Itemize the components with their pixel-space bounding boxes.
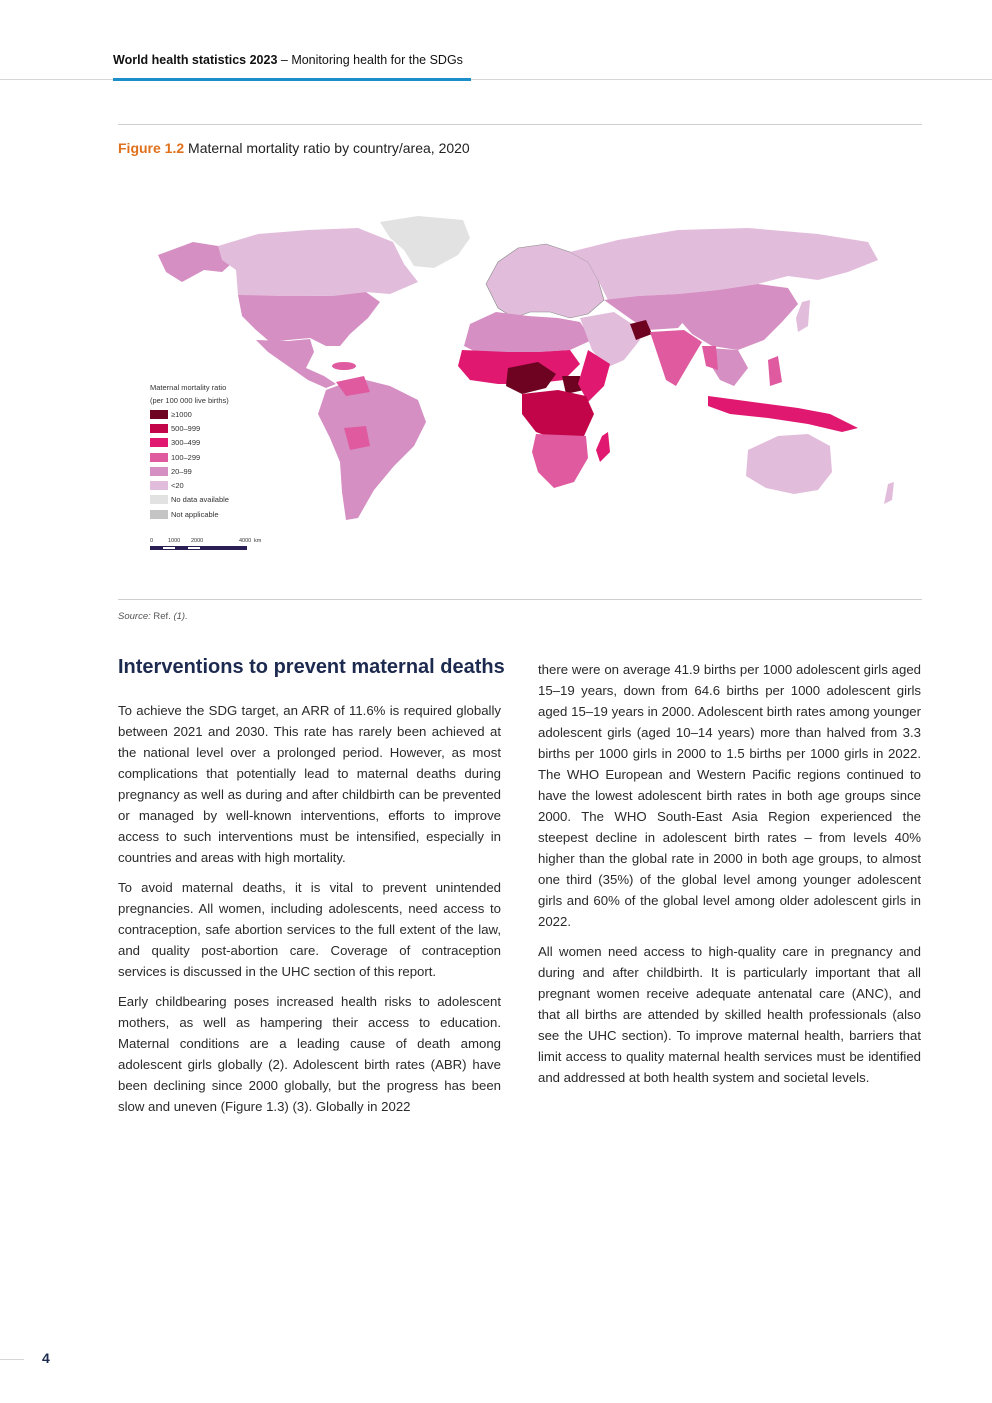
figure-caption — [118, 140, 470, 156]
scale-unit: km — [254, 538, 262, 544]
paragraph: To avoid maternal deaths, it is vital to prevent unintended pregnancies. All women, including adolescents, need access to contraception, safe abortion services to the full extent of the law, and quality post-abortion care. Coverage of contraception services is discussed in the UHC section of this report. — [118, 880, 501, 979]
legend-label: 100–299 — [171, 452, 201, 462]
map-myanmar — [702, 346, 718, 370]
legend-item — [150, 478, 229, 492]
paragraph: Early childbearing poses increased health risks to adolescent mothers, as well as hampering their access to education. Maternal conditions are a leading cause of death among adolescent girls globally (2). Adolescent birth rates (ABR) have been declining since 2000 globally, but the progress has been slow and uneven (Figure 1.3) (3). Globally in 2022 — [118, 994, 501, 1114]
map-usa — [238, 292, 380, 346]
paragraph: To achieve the SDG target, an ARR of 11.6% is required globally between 2021 and 2030. This rate has rarely been achieved at the national level over a prolonged period. However, as most complications that potentially lead to maternal deaths during pregnancy as well as during and after childbirth can be prevented or managed by well-known interventions, efforts to improve access to such interventions must be intensified, especially in countries and areas with high mortality. — [118, 703, 501, 865]
running-header-bold: World health statistics 2023 — [113, 53, 278, 67]
legend-label: 20–99 — [171, 466, 192, 476]
paragraph: All women need access to high-quality care in pregnancy and during and after childbirth. It is particularly important that all pregnant women receive adequate antenatal care (ANC), and that all births are attended by skilled health professionals (also see the UHC section). To improve maternal health, barriers that limit access to quality maternal health services must be identified and addressed at both health system and societal levels. — [538, 944, 921, 1085]
legend-item — [150, 464, 229, 478]
legend-item — [150, 436, 229, 450]
map-southern-africa — [532, 434, 588, 488]
map-madagascar — [596, 432, 610, 462]
legend-item — [150, 493, 229, 507]
figure-label: Figure 1.2 — [118, 140, 185, 156]
paragraph: there were on average 41.9 births per 1000 adolescent girls aged 15–19 years, down from 64.6 births per 1000 adolescent girls aged 15–19 years in 2000. Adolescent birth rates among younger adolescent girls (aged 10–14 years) more than halved from 3.3 births per 1000 girls in 2000 to 1.5 births per 1000 girls in 2022. The WHO European and Western Pacific regions continued to have the lowest adolescent birth rates in both age groups since 2000. The WHO South-East Asia Region experienced the steepest decline in adolescent birth rates – from levels 40% higher than the global rate in 2000 in both age groups, to almost one third (35%) of the global level among younger adolescent girls and 60% of the global level among older adolescent girls in 2022. — [538, 662, 921, 929]
legend-subtitle: (per 100 000 live births) — [150, 396, 229, 405]
legend-label: No data available — [171, 495, 229, 505]
legend-item — [150, 450, 229, 464]
map-scale-bar — [150, 538, 262, 550]
map-central-africa — [522, 390, 594, 440]
map-north-africa — [464, 312, 592, 354]
legend-item — [150, 421, 229, 435]
legend-label: <20 — [171, 481, 184, 491]
legend-swatch — [150, 438, 168, 447]
source-text: Ref. — [150, 611, 174, 622]
world-map — [118, 200, 918, 530]
legend-title: Maternal mortality ratio — [150, 383, 227, 392]
legend-label: 300–499 — [171, 438, 201, 448]
running-header-rest: – Monitoring health for the SDGs — [277, 53, 463, 67]
scale-ticks — [150, 538, 262, 546]
map-caribbean — [332, 362, 356, 370]
legend-swatch — [150, 510, 168, 519]
map-mexico — [256, 339, 336, 388]
legend-item — [150, 407, 229, 421]
scale-tick-2000: 2000 — [191, 538, 204, 544]
legend-item — [150, 507, 229, 521]
legend-label: 500–999 — [171, 423, 201, 433]
map-canada — [218, 228, 418, 296]
map-new-zealand — [884, 482, 894, 504]
legend-swatch — [150, 424, 168, 433]
section-heading: Interventions to prevent maternal deaths — [118, 656, 505, 678]
running-header — [113, 53, 463, 67]
source-label: Source: — [118, 611, 151, 622]
map-legend — [150, 381, 229, 521]
footer-rule — [0, 1359, 24, 1360]
source-ref: (1). — [173, 611, 188, 622]
map-japan — [796, 300, 810, 332]
legend-swatch — [150, 481, 168, 490]
figure-rule-top — [118, 124, 922, 125]
scale-tick-4000: 4000 — [239, 538, 252, 544]
map-australia — [746, 434, 832, 494]
legend-swatch — [150, 453, 168, 462]
scale-bar-graphic — [150, 546, 247, 550]
map-south-america — [318, 378, 426, 520]
figure-source — [118, 611, 188, 622]
map-philippines — [768, 356, 782, 386]
scale-tick-0: 0 — [150, 538, 154, 544]
legend-label: ≥1000 — [171, 409, 192, 419]
legend-swatch — [150, 467, 168, 476]
text-column-right — [538, 659, 921, 1097]
map-indonesia — [708, 396, 858, 432]
legend-label: Not applicable — [171, 509, 219, 519]
map-south-asia — [650, 330, 702, 386]
legend-swatch — [150, 410, 168, 419]
text-column-left — [118, 700, 501, 1126]
header-accent-bar — [113, 78, 471, 81]
figure-title: Maternal mortality ratio by country/area, 2020 — [184, 140, 470, 156]
page-number: 4 — [42, 1350, 50, 1366]
scale-tick-1000: 1000 — [168, 538, 181, 544]
figure-rule-bottom — [118, 599, 922, 600]
legend-swatch — [150, 495, 168, 504]
